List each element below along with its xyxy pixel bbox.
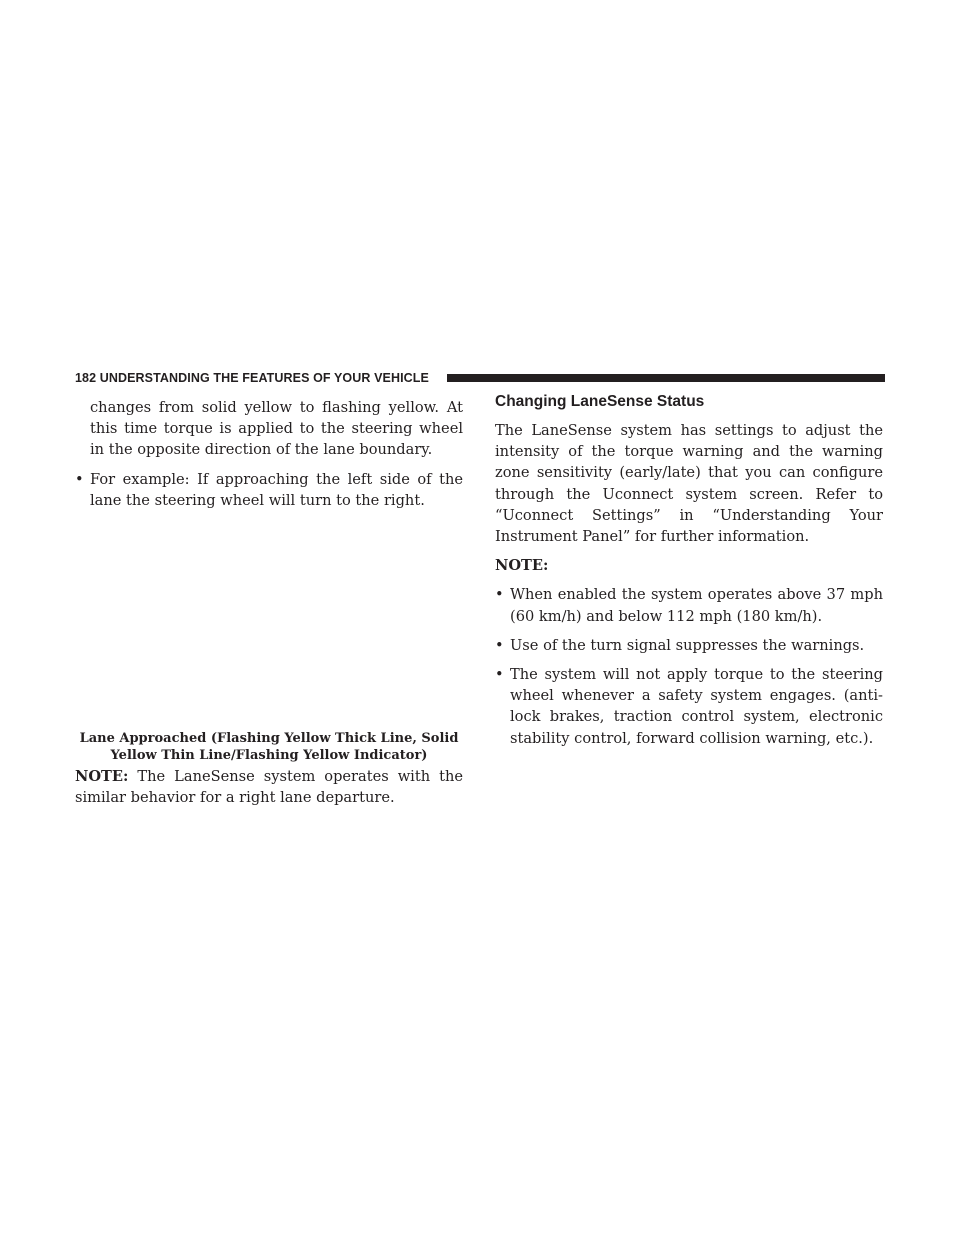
- bullet-icon: •: [495, 586, 504, 604]
- bullet-text: The system will not apply torque to the steering wheel whenever a safety system engages. (anti-lock brakes, traction control system, electronic stability control, forward collision warning, etc.).: [510, 666, 883, 747]
- section-paragraph: The LaneSense system has settings to adjust the intensity of the torque warning and the warning zone sensitivity (early/late) that you can configure through the Uconnect system screen. Refer to “Uconnect Settings” in “Understanding Your Instrument Panel” for further information.: [495, 422, 883, 546]
- bullet-icon: •: [495, 666, 504, 684]
- bullet-text: When enabled the system operates above 37 mph (60 km/h) and below 112 mph (180 km/h).: [510, 586, 883, 625]
- figure-placeholder: [75, 485, 463, 725]
- continued-paragraph: changes from solid yellow to flashing yellow. At this time torque is applied to the steering wheel in the opposite direction of the lane boundary.: [90, 399, 463, 459]
- figure-caption: Lane Approached (Flashing Yellow Thick Line, Solid Yellow Thin Line/Flashing Yellow Indicator): [79, 731, 459, 763]
- note-text: The LaneSense system operates with the similar behavior for a right lane departure.: [75, 768, 463, 807]
- note-heading: NOTE:: [495, 557, 549, 575]
- bullet-text: For example: If approaching the left side of the lane the steering wheel will turn to the right.: [90, 470, 463, 509]
- header-rule: [447, 374, 885, 382]
- bullet-icon: •: [495, 636, 504, 654]
- note-paragraph: [75, 766, 463, 808]
- note-label: NOTE:: [75, 768, 129, 785]
- list-item: [495, 664, 883, 749]
- page-header: [75, 370, 885, 386]
- page-number-title: 182 UNDERSTANDING THE FEATURES OF YOUR VEHICLE: [75, 371, 429, 385]
- right-column: [495, 392, 883, 749]
- list-item: [495, 635, 883, 656]
- list-item: [495, 584, 883, 626]
- section-title: Changing LaneSense Status: [495, 393, 705, 410]
- bullet-text: Use of the turn signal suppresses the warnings.: [510, 636, 865, 654]
- bullet-icon: •: [75, 470, 84, 488]
